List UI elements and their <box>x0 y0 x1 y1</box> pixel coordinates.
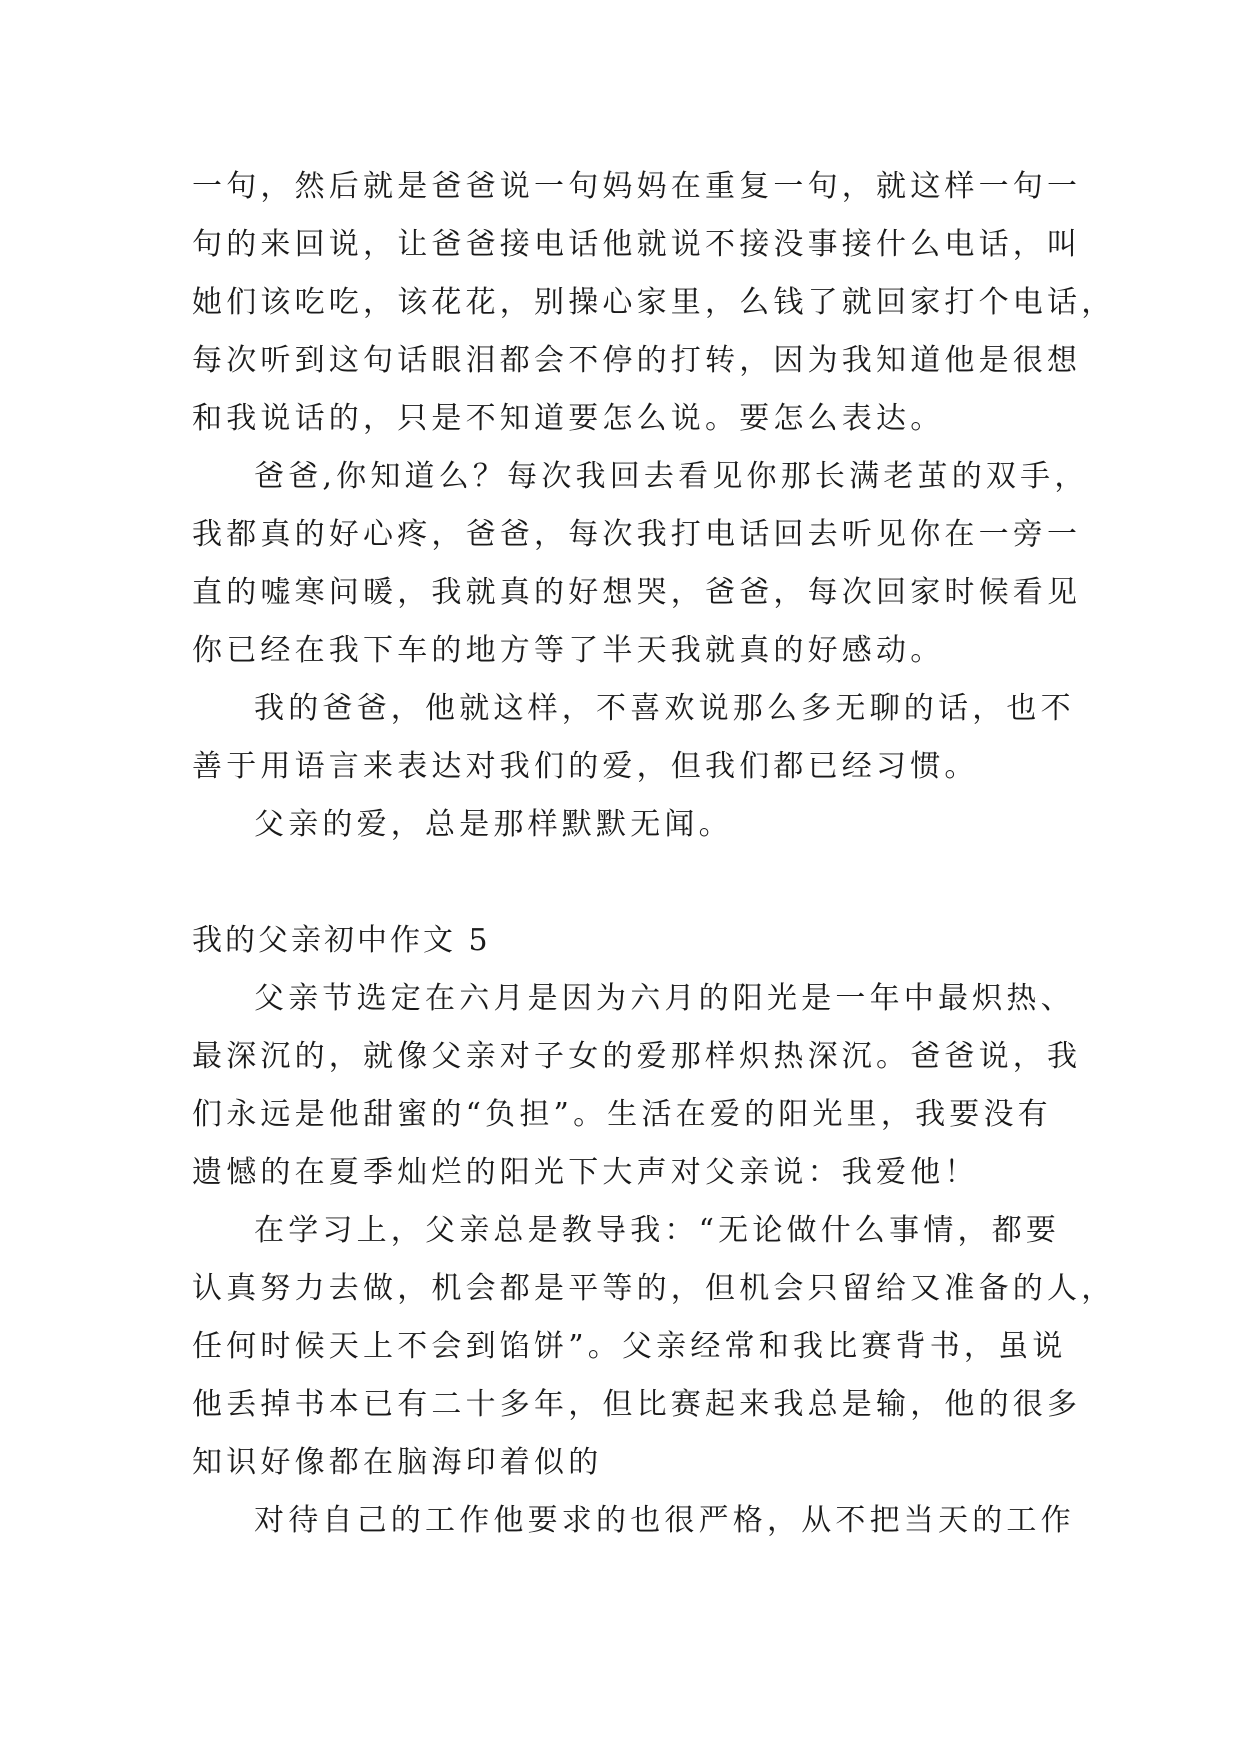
text-line: 他丢掉书本已有二十多年，但比赛起来我总是输，他的很多 <box>192 1387 1082 1422</box>
text-line: 我的爸爸，他就这样，不喜欢说那么多无聊的话，也不 <box>254 691 1075 726</box>
text-line: 父亲的爱，总是那样默默无闻。 <box>254 807 733 842</box>
text-line: 任何时候天上不会到馅饼”。父亲经常和我比赛背书，虽说 <box>192 1329 1067 1364</box>
text-line: 爸爸,你知道么？每次我回去看见你那长满老茧的双手， <box>254 459 1089 494</box>
text-line: 我都真的好心疼，爸爸，每次我打电话回去听见你在一旁一 <box>192 517 1082 552</box>
section-heading: 我的父亲初中作文 5 <box>192 923 491 958</box>
blank-line <box>192 854 1072 912</box>
text-line: 对待自己的工作他要求的也很严格，从不把当天的工作 <box>254 1503 1075 1538</box>
paragraph <box>192 970 1082 1202</box>
text-line: 遗憾的在夏季灿烂的阳光下大声对父亲说：我爱他！ <box>192 1155 979 1190</box>
text-line: 善于用语言来表达对我们的爱，但我们都已经习惯。 <box>192 749 979 784</box>
text-line: 父亲节选定在六月是因为六月的阳光是一年中最炽热、 <box>254 981 1075 1016</box>
text-line: 句的来回说，让爸爸接电话他就说不接没事接什么电话，叫 <box>192 227 1082 262</box>
text-line: 直的嘘寒问暖，我就真的好想哭，爸爸，每次回家时候看见 <box>192 575 1082 610</box>
text-line: 最深沉的，就像父亲对子女的爱那样炽热深沉。爸爸说，我 <box>192 1039 1082 1074</box>
text-line: 认真努力去做，机会都是平等的，但机会只留给又准备的人， <box>192 1271 1116 1306</box>
text-line: 每次听到这句话眼泪都会不停的打转，因为我知道他是很想 <box>192 343 1082 378</box>
text-line: 和我说话的，只是不知道要怎么说。要怎么表达。 <box>192 401 945 436</box>
text-line: 一句，然后就是爸爸说一句妈妈在重复一句，就这样一句一 <box>192 169 1082 204</box>
document-body <box>192 158 1116 1550</box>
paragraph <box>192 680 1075 796</box>
paragraph-continuation <box>192 158 1116 448</box>
paragraph <box>192 1202 1116 1492</box>
text-line: 你已经在我下车的地方等了半天我就真的好感动。 <box>192 633 945 668</box>
text-line: 在学习上，父亲总是教导我：“无论做什么事情，都要 <box>254 1213 1061 1248</box>
paragraph <box>192 448 1089 680</box>
text-line: 们永远是他甜蜜的“负担”。生活在爱的阳光里，我要没有 <box>192 1097 1052 1132</box>
paragraph <box>192 796 1072 854</box>
text-line: 知识好像都在脑海印着似的 <box>192 1445 603 1480</box>
paragraph <box>192 1492 1075 1550</box>
text-line: 她们该吃吃，该花花，别操心家里，么钱了就回家打个电话， <box>192 285 1116 320</box>
